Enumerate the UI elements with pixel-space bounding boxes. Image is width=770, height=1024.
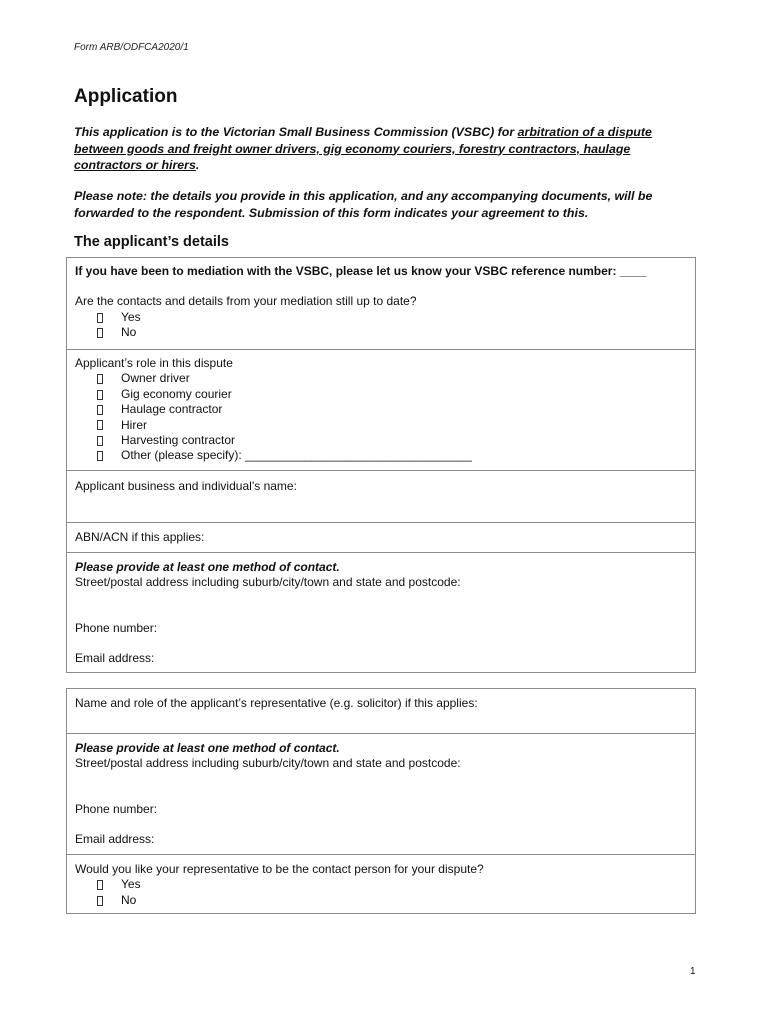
phone-label[interactable]: Phone number:	[75, 620, 158, 635]
checkbox-icon[interactable]	[97, 420, 103, 430]
option-label: Owner driver	[121, 371, 190, 386]
contact-instruction: Please provide at least one method of contact.	[75, 741, 340, 755]
contact-person-yes-option[interactable]	[75, 877, 687, 892]
option-label: Haulage contractor	[121, 402, 223, 417]
option-label: Hirer	[121, 417, 147, 432]
contact-person-no-option[interactable]	[75, 893, 687, 908]
page-number: 1	[690, 966, 696, 977]
option-label: Harvesting contractor	[121, 433, 236, 448]
applicant-contact-section	[67, 553, 695, 672]
intro-lead: This application is to the Victorian Small Business Commission (VSBC) for	[74, 125, 518, 139]
intro-underlined: arbitration of a dispute between goods and freight owner drivers, gig economy couriers, forestry contractors, haulage contractors or hirers	[74, 125, 652, 172]
role-option-owner-driver[interactable]	[75, 371, 687, 386]
mediation-reference-label[interactable]: If you have been to mediation with the VSBC, please let us know your VSBC reference number: ____	[75, 264, 647, 278]
checkbox-icon[interactable]	[97, 390, 103, 400]
option-label: No	[121, 892, 137, 907]
representative-contact-section	[67, 734, 695, 855]
representative-name-section[interactable]	[67, 689, 695, 734]
checkbox-icon[interactable]	[97, 880, 103, 890]
checkbox-icon[interactable]	[97, 436, 103, 446]
checkbox-icon[interactable]	[97, 328, 103, 338]
role-label: Applicant’s role in this dispute	[75, 356, 233, 370]
form-code: Form ARB/ODFCA2020/1	[74, 42, 189, 53]
mediation-section	[67, 258, 695, 350]
page-title: Application	[74, 86, 178, 107]
representative-details-box	[66, 688, 696, 914]
checkbox-icon[interactable]	[97, 313, 103, 323]
contacts-question: Are the contacts and details from your mediation still up to date?	[75, 294, 417, 309]
contacts-no-option[interactable]	[75, 325, 687, 340]
contact-person-section	[67, 855, 695, 913]
note-paragraph: Please note: the details you provide in this application, and any accompanying documents, will be forwarded to the respondent. Submission of this form indicates your agreement to this.	[74, 189, 653, 220]
option-label: Gig economy courier	[121, 386, 232, 401]
abn-section[interactable]	[67, 523, 695, 553]
section-heading: The applicant’s details	[74, 234, 229, 250]
option-label: Yes	[121, 309, 141, 324]
option-label: No	[121, 325, 137, 340]
applicant-name-label: Applicant business and individual’s name:	[75, 479, 297, 493]
email-label[interactable]: Email address:	[75, 651, 155, 666]
representative-name-label: Name and role of the applicant’s representative (e.g. solicitor) if this applies:	[75, 696, 478, 710]
role-option-haulage[interactable]	[75, 402, 687, 417]
applicant-name-section[interactable]	[67, 471, 695, 523]
checkbox-icon[interactable]	[97, 374, 103, 384]
abn-label: ABN/ACN if this applies:	[75, 530, 205, 544]
phone-label[interactable]: Phone number:	[75, 801, 158, 816]
applicant-details-box	[66, 257, 696, 673]
option-label: Yes	[121, 877, 141, 892]
intro-tail: .	[195, 158, 200, 172]
checkbox-icon[interactable]	[97, 405, 103, 415]
role-option-harvesting[interactable]	[75, 433, 687, 448]
address-label[interactable]: Street/postal address including suburb/city/town and state and postcode:	[75, 575, 461, 590]
email-label[interactable]: Email address:	[75, 832, 155, 847]
role-option-hirer[interactable]	[75, 418, 687, 433]
role-option-gig-courier[interactable]	[75, 387, 687, 402]
contacts-yes-option[interactable]	[75, 310, 687, 325]
checkbox-icon[interactable]	[97, 896, 103, 906]
intro-paragraph	[74, 124, 699, 174]
role-option-other[interactable]	[75, 448, 687, 463]
option-label: Other (please specify): __________________________________	[121, 448, 472, 463]
role-section	[67, 350, 695, 471]
address-label[interactable]: Street/postal address including suburb/city/town and state and postcode:	[75, 756, 461, 771]
contact-instruction: Please provide at least one method of contact.	[75, 560, 340, 574]
contact-person-question: Would you like your representative to be the contact person for your dispute?	[75, 862, 484, 876]
checkbox-icon[interactable]	[97, 451, 103, 461]
